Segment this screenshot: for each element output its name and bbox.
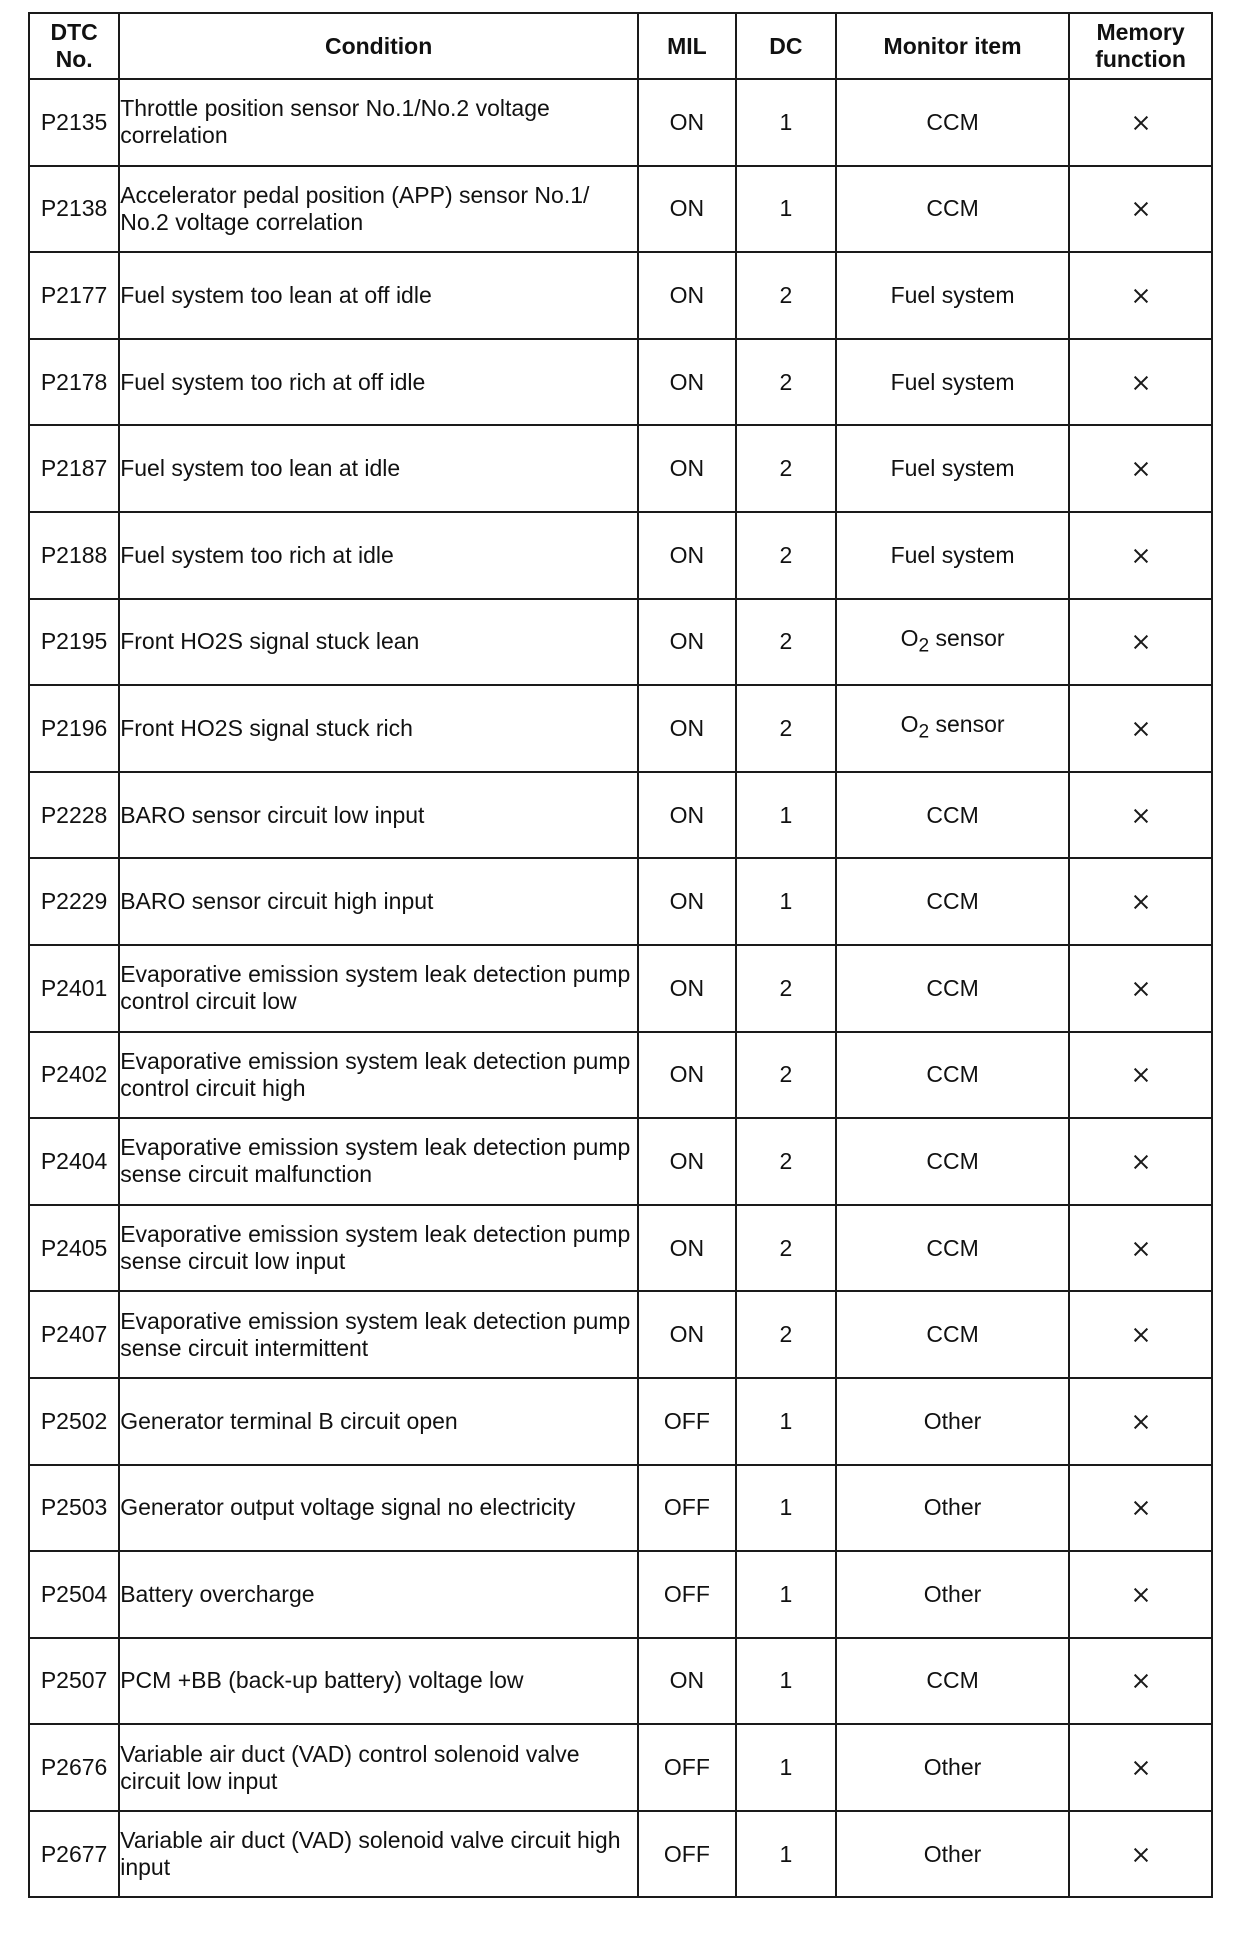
memory-function: [1069, 166, 1212, 253]
mil-status: ON: [638, 166, 736, 253]
table-row: [29, 1465, 1212, 1552]
monitor-item: Fuel system: [836, 252, 1069, 339]
dc-value: 2: [736, 1118, 836, 1205]
monitor-item: Other: [836, 1724, 1069, 1811]
cross-icon: [1134, 1848, 1148, 1862]
dc-value: 2: [736, 512, 836, 599]
table-row: [29, 772, 1212, 859]
table-row: [29, 425, 1212, 512]
memory-function: [1069, 1118, 1212, 1205]
cross-icon: [1134, 1155, 1148, 1169]
condition-text: Evaporative emission system leak detection pump sense circuit low input: [119, 1205, 638, 1292]
dc-value: 1: [736, 1465, 836, 1552]
dtc-code: P2188: [29, 512, 119, 599]
header-memory-line2: function: [1095, 46, 1186, 72]
dtc-code: P2676: [29, 1724, 119, 1811]
cross-icon: [1134, 116, 1148, 130]
memory-function: [1069, 1032, 1212, 1119]
dc-value: 1: [736, 1551, 836, 1638]
monitor-item: CCM: [836, 858, 1069, 945]
dc-value: 2: [736, 339, 836, 426]
dtc-code: P2405: [29, 1205, 119, 1292]
table-header-row: [29, 13, 1212, 79]
mil-status: ON: [638, 1291, 736, 1378]
monitor-item: CCM: [836, 1032, 1069, 1119]
cross-icon: [1134, 982, 1148, 996]
cross-icon: [1134, 462, 1148, 476]
table-row: [29, 1811, 1212, 1898]
condition-text: Fuel system too rich at off idle: [119, 339, 638, 426]
dtc-code: P2229: [29, 858, 119, 945]
condition-text: Variable air duct (VAD) solenoid valve circuit high input: [119, 1811, 638, 1898]
cross-icon: [1134, 895, 1148, 909]
dc-value: 1: [736, 1378, 836, 1465]
cross-icon: [1134, 549, 1148, 563]
memory-function: [1069, 79, 1212, 166]
condition-text: Front HO2S signal stuck lean: [119, 599, 638, 686]
mil-status: ON: [638, 252, 736, 339]
mil-status: ON: [638, 945, 736, 1032]
monitor-suffix: sensor: [929, 711, 1005, 738]
header-dtc-line2: No.: [55, 46, 93, 72]
table-body: [29, 79, 1212, 1897]
dc-value: 2: [736, 685, 836, 772]
memory-function: [1069, 599, 1212, 686]
dc-value: 1: [736, 858, 836, 945]
table-row: [29, 1032, 1212, 1119]
header-monitor-item: Monitor item: [836, 13, 1069, 79]
mil-status: ON: [638, 599, 736, 686]
memory-function: [1069, 858, 1212, 945]
mil-status: ON: [638, 685, 736, 772]
mil-status: OFF: [638, 1811, 736, 1898]
dtc-code: P2402: [29, 1032, 119, 1119]
monitor-item: [836, 685, 1069, 772]
dtc-code: P2138: [29, 166, 119, 253]
mil-status: OFF: [638, 1551, 736, 1638]
table-row: [29, 339, 1212, 426]
dc-value: 2: [736, 1291, 836, 1378]
table-row: [29, 945, 1212, 1032]
condition-text: Accelerator pedal position (APP) sensor No.1/ No.2 voltage correlation: [119, 166, 638, 253]
cross-icon: [1134, 1674, 1148, 1688]
dtc-code: P2404: [29, 1118, 119, 1205]
table-row: [29, 166, 1212, 253]
memory-function: [1069, 1724, 1212, 1811]
dc-value: 1: [736, 79, 836, 166]
memory-function: [1069, 252, 1212, 339]
table-row: [29, 1291, 1212, 1378]
header-dtc-line1: DTC: [50, 19, 98, 45]
cross-icon: [1134, 1328, 1148, 1342]
cross-icon: [1134, 1761, 1148, 1775]
condition-text: Fuel system too rich at idle: [119, 512, 638, 599]
monitor-subscript: 2: [918, 635, 930, 657]
mil-status: ON: [638, 1638, 736, 1725]
header-memory-line1: Memory: [1096, 19, 1185, 45]
cross-icon: [1134, 1068, 1148, 1082]
mil-status: ON: [638, 1118, 736, 1205]
header-dc: DC: [736, 13, 836, 79]
dc-value: 1: [736, 772, 836, 859]
dtc-code: P2135: [29, 79, 119, 166]
memory-function: [1069, 772, 1212, 859]
monitor-item: CCM: [836, 1205, 1069, 1292]
dc-value: 1: [736, 1811, 836, 1898]
monitor-item: CCM: [836, 1291, 1069, 1378]
table-row: [29, 252, 1212, 339]
dc-value: 2: [736, 1032, 836, 1119]
monitor-item: Other: [836, 1465, 1069, 1552]
mil-status: ON: [638, 1032, 736, 1119]
dtc-code: P2503: [29, 1465, 119, 1552]
dtc-code: P2507: [29, 1638, 119, 1725]
mil-status: OFF: [638, 1724, 736, 1811]
dc-value: 2: [736, 945, 836, 1032]
dc-value: 1: [736, 166, 836, 253]
table-row: [29, 79, 1212, 166]
cross-icon: [1134, 289, 1148, 303]
monitor-item: [836, 599, 1069, 686]
dc-value: 1: [736, 1724, 836, 1811]
memory-function: [1069, 425, 1212, 512]
dtc-code: P2504: [29, 1551, 119, 1638]
monitor-item: Other: [836, 1811, 1069, 1898]
cross-icon: [1134, 1242, 1148, 1256]
mil-status: ON: [638, 79, 736, 166]
header-condition: Condition: [119, 13, 638, 79]
dtc-code: P2177: [29, 252, 119, 339]
dtc-table-page: [28, 12, 1213, 1898]
monitor-item: Fuel system: [836, 512, 1069, 599]
memory-function: [1069, 339, 1212, 426]
monitor-item: Other: [836, 1551, 1069, 1638]
memory-function: [1069, 1291, 1212, 1378]
dc-value: 2: [736, 425, 836, 512]
table-row: [29, 1638, 1212, 1725]
mil-status: OFF: [638, 1465, 736, 1552]
table-row: [29, 599, 1212, 686]
cross-icon: [1134, 1501, 1148, 1515]
condition-text: Throttle position sensor No.1/No.2 voltage correlation: [119, 79, 638, 166]
monitor-item: Other: [836, 1378, 1069, 1465]
dc-value: 2: [736, 252, 836, 339]
cross-icon: [1134, 1415, 1148, 1429]
condition-text: BARO sensor circuit high input: [119, 858, 638, 945]
header-mil: MIL: [638, 13, 736, 79]
dtc-code: P2502: [29, 1378, 119, 1465]
dtc-code: P2196: [29, 685, 119, 772]
monitor-item: CCM: [836, 1118, 1069, 1205]
table-row: [29, 858, 1212, 945]
mil-status: OFF: [638, 1378, 736, 1465]
memory-function: [1069, 1378, 1212, 1465]
mil-status: ON: [638, 858, 736, 945]
monitor-subscript: 2: [918, 721, 930, 743]
dtc-code: P2228: [29, 772, 119, 859]
table-row: [29, 1378, 1212, 1465]
memory-function: [1069, 1811, 1212, 1898]
mil-status: ON: [638, 512, 736, 599]
memory-function: [1069, 1638, 1212, 1725]
memory-function: [1069, 1551, 1212, 1638]
memory-function: [1069, 945, 1212, 1032]
table-row: [29, 685, 1212, 772]
memory-function: [1069, 685, 1212, 772]
dtc-code: P2407: [29, 1291, 119, 1378]
dc-value: 2: [736, 1205, 836, 1292]
condition-text: PCM +BB (back-up battery) voltage low: [119, 1638, 638, 1725]
condition-text: Battery overcharge: [119, 1551, 638, 1638]
dc-value: 1: [736, 1638, 836, 1725]
dc-value: 2: [736, 599, 836, 686]
condition-text: BARO sensor circuit low input: [119, 772, 638, 859]
dtc-code: P2187: [29, 425, 119, 512]
monitor-item: CCM: [836, 79, 1069, 166]
cross-icon: [1134, 202, 1148, 216]
table-row: [29, 1551, 1212, 1638]
mil-status: ON: [638, 772, 736, 859]
dtc-code: P2401: [29, 945, 119, 1032]
condition-text: Fuel system too lean at idle: [119, 425, 638, 512]
condition-text: Evaporative emission system leak detection pump control circuit low: [119, 945, 638, 1032]
monitor-suffix: sensor: [929, 624, 1005, 651]
dtc-code: P2195: [29, 599, 119, 686]
condition-text: Evaporative emission system leak detection pump sense circuit malfunction: [119, 1118, 638, 1205]
condition-text: Variable air duct (VAD) control solenoid valve circuit low input: [119, 1724, 638, 1811]
mil-status: ON: [638, 339, 736, 426]
cross-icon: [1134, 1588, 1148, 1602]
dtc-code: P2677: [29, 1811, 119, 1898]
monitor-item: Fuel system: [836, 425, 1069, 512]
condition-text: Front HO2S signal stuck rich: [119, 685, 638, 772]
table-row: [29, 512, 1212, 599]
table-row: [29, 1118, 1212, 1205]
table-row: [29, 1724, 1212, 1811]
mil-status: ON: [638, 1205, 736, 1292]
memory-function: [1069, 512, 1212, 599]
cross-icon: [1134, 635, 1148, 649]
header-dtc-no: [29, 13, 119, 79]
dtc-table: [28, 12, 1213, 1898]
condition-text: Generator output voltage signal no electricity: [119, 1465, 638, 1552]
cross-icon: [1134, 722, 1148, 736]
dtc-code: P2178: [29, 339, 119, 426]
monitor-prefix: O: [900, 711, 919, 738]
monitor-item: CCM: [836, 945, 1069, 1032]
monitor-item: CCM: [836, 1638, 1069, 1725]
condition-text: Evaporative emission system leak detection pump sense circuit intermittent: [119, 1291, 638, 1378]
memory-function: [1069, 1205, 1212, 1292]
monitor-prefix: O: [900, 624, 919, 651]
table-row: [29, 1205, 1212, 1292]
monitor-item: CCM: [836, 772, 1069, 859]
mil-status: ON: [638, 425, 736, 512]
cross-icon: [1134, 809, 1148, 823]
condition-text: Generator terminal B circuit open: [119, 1378, 638, 1465]
memory-function: [1069, 1465, 1212, 1552]
header-memory-function: [1069, 13, 1212, 79]
cross-icon: [1134, 376, 1148, 390]
monitor-item: Fuel system: [836, 339, 1069, 426]
condition-text: Evaporative emission system leak detection pump control circuit high: [119, 1032, 638, 1119]
monitor-item: CCM: [836, 166, 1069, 253]
condition-text: Fuel system too lean at off idle: [119, 252, 638, 339]
